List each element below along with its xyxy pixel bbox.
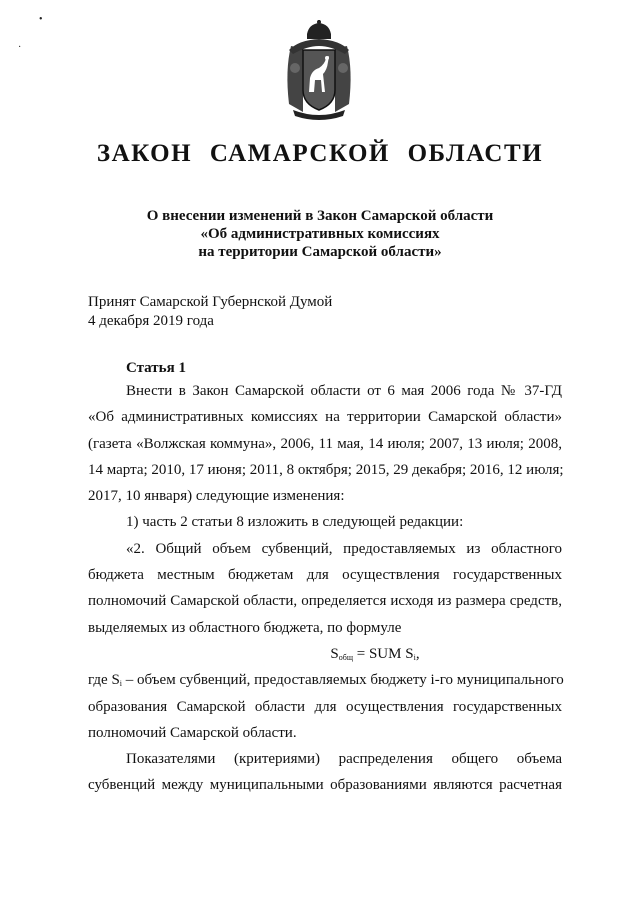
text-line: где $S_i$ – объем субвенций, предоставляемых бюджету i-го муниципального	[88, 672, 564, 689]
paragraph	[88, 746, 562, 799]
quoted-paragraph	[88, 536, 562, 641]
text-line: 2017, 10 января) следующие изменения:	[88, 488, 345, 505]
subtitle-line: «Об административных комиссиях	[200, 226, 440, 242]
text-line: Внести в Закон Самарской области от 6 мая 2006 года № 37-ГД	[126, 383, 562, 399]
law-title: ЗАКОН САМАРСКОЙ ОБЛАСТИ	[96, 140, 544, 167]
subtitle-line: О внесении изменений в Закон Самарской области	[146, 208, 494, 224]
formula-lhs: S	[330, 645, 339, 662]
subtitle-line: на территории Самарской области»	[198, 244, 442, 260]
law-body	[88, 358, 562, 799]
text-line: выделяемых из областного бюджета, по формуле	[88, 619, 402, 636]
text-line: образования Самарской области для осуществления государственных	[88, 698, 562, 715]
formula-rhs-subscript: i	[413, 652, 416, 662]
text-line: бюджета местным бюджетам для осуществления государственных	[88, 567, 562, 584]
scan-mark-2: ·	[18, 42, 22, 53]
article-heading: Статья 1	[126, 360, 186, 376]
text-line: полномочий Самарской области.	[88, 724, 297, 741]
adoption-date: 4 декабря 2019 года	[88, 313, 214, 329]
text-line: полномочий Самарской области, определяется исходя из размера средств,	[88, 593, 562, 610]
samara-coat-of-arms-icon	[279, 20, 359, 120]
law-subtitle	[100, 207, 540, 261]
formula-tail: ,	[415, 645, 420, 662]
formula-eq: = SUM S	[353, 645, 414, 662]
definition-paragraph	[88, 667, 562, 746]
formula	[88, 641, 562, 667]
paragraph	[88, 378, 562, 509]
adoption-note	[88, 293, 332, 331]
text-line: (газета «Волжская коммуна», 2006, 11 мая, 14 июля; 2007, 13 июля; 2008,	[88, 435, 562, 452]
text-line: «2. Общий объем субвенций, предоставляемых из областного	[126, 540, 562, 557]
text-line: Показателями (критериями) распределения общего объема	[126, 751, 562, 768]
text-line: «Об административных комиссиях на территории Самарской области»	[88, 409, 562, 426]
text-line: 14 марта; 2010, 17 июня; 2011, 8 октября; 2015, 29 декабря; 2016, 12 июля;	[88, 461, 564, 478]
text-line: субвенций между муниципальными образованиями являются расчетная	[88, 777, 562, 794]
adoption-line: Принят Самарской Губернской Думой	[88, 294, 333, 310]
formula-lhs-subscript: общ	[338, 652, 353, 662]
amendment-item: 1) часть 2 статьи 8 изложить в следующей редакции:	[126, 514, 464, 531]
scan-mark-1: •	[39, 14, 43, 25]
